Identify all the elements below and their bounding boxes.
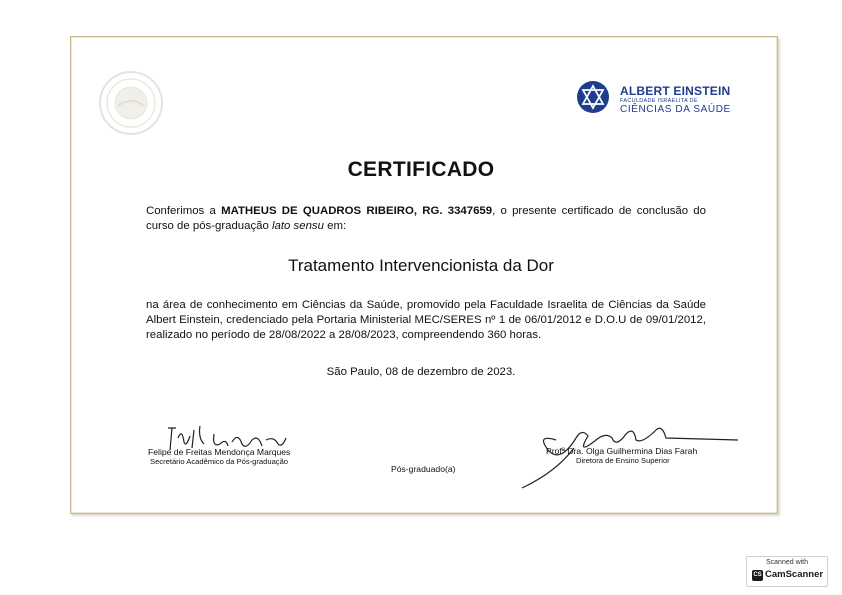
intro-paragraph <box>146 204 706 234</box>
institution-subtitle-2: CIÊNCIAS DA SAÚDE <box>620 104 731 115</box>
right-signatory-name: Profª Dra. Olga Guilhermina Dias Farah <box>546 446 698 456</box>
einstein-logo-icon <box>576 80 610 114</box>
right-signatory-role: Diretora de Ensino Superior <box>576 456 670 465</box>
graduate-signature-label: Pós-graduado(a) <box>391 464 456 474</box>
course-name: Tratamento Intervencionista da Dor <box>288 256 554 275</box>
body-paragraph: na área de conhecimento em Ciências da Saúde, promovido pela Faculdade Israelita de Ciências da Saúde Albert Einstein, credenciado pela Portaria Ministerial MEC/SERES nº 1 de 06/01/2012 e D.O.U de 09/01/2012, realizado no período de 28/08/2022 a 28/08/2023, compreendendo 360 horas. <box>146 299 706 341</box>
camscanner-logo-icon: CS <box>752 570 763 581</box>
certificate-title: CERTIFICADO <box>347 158 495 181</box>
left-signatory-name: Felipe de Freitas Mendonça Marques <box>148 447 291 457</box>
intro-suffix: em: <box>323 220 347 232</box>
intro-prefix: Conferimos a <box>146 205 222 217</box>
institution-logo <box>576 80 746 116</box>
date-line: São Paulo, 08 de dezembro de 2023. <box>326 366 516 378</box>
institution-name: ALBERT EINSTEIN <box>620 84 731 98</box>
intro-middle: , o presente certificado de conclusão do curso de pós-graduação <box>146 205 706 232</box>
left-signatory-role: Secretário Acadêmico da Pós-graduação <box>150 457 289 466</box>
institution-subtitle: FACULDADE ISRAELITA DE <box>620 98 698 104</box>
camscanner-badge <box>746 556 828 587</box>
camscanner-name: CamScanner <box>765 569 824 580</box>
intro-italic: lato sensu <box>272 220 324 232</box>
scanned-with-caption: Scanned with <box>765 559 809 566</box>
embossed-seal-icon <box>98 70 164 136</box>
recipient-name: MATHEUS DE QUADROS RIBEIRO, RG. 3347659 <box>221 205 493 217</box>
